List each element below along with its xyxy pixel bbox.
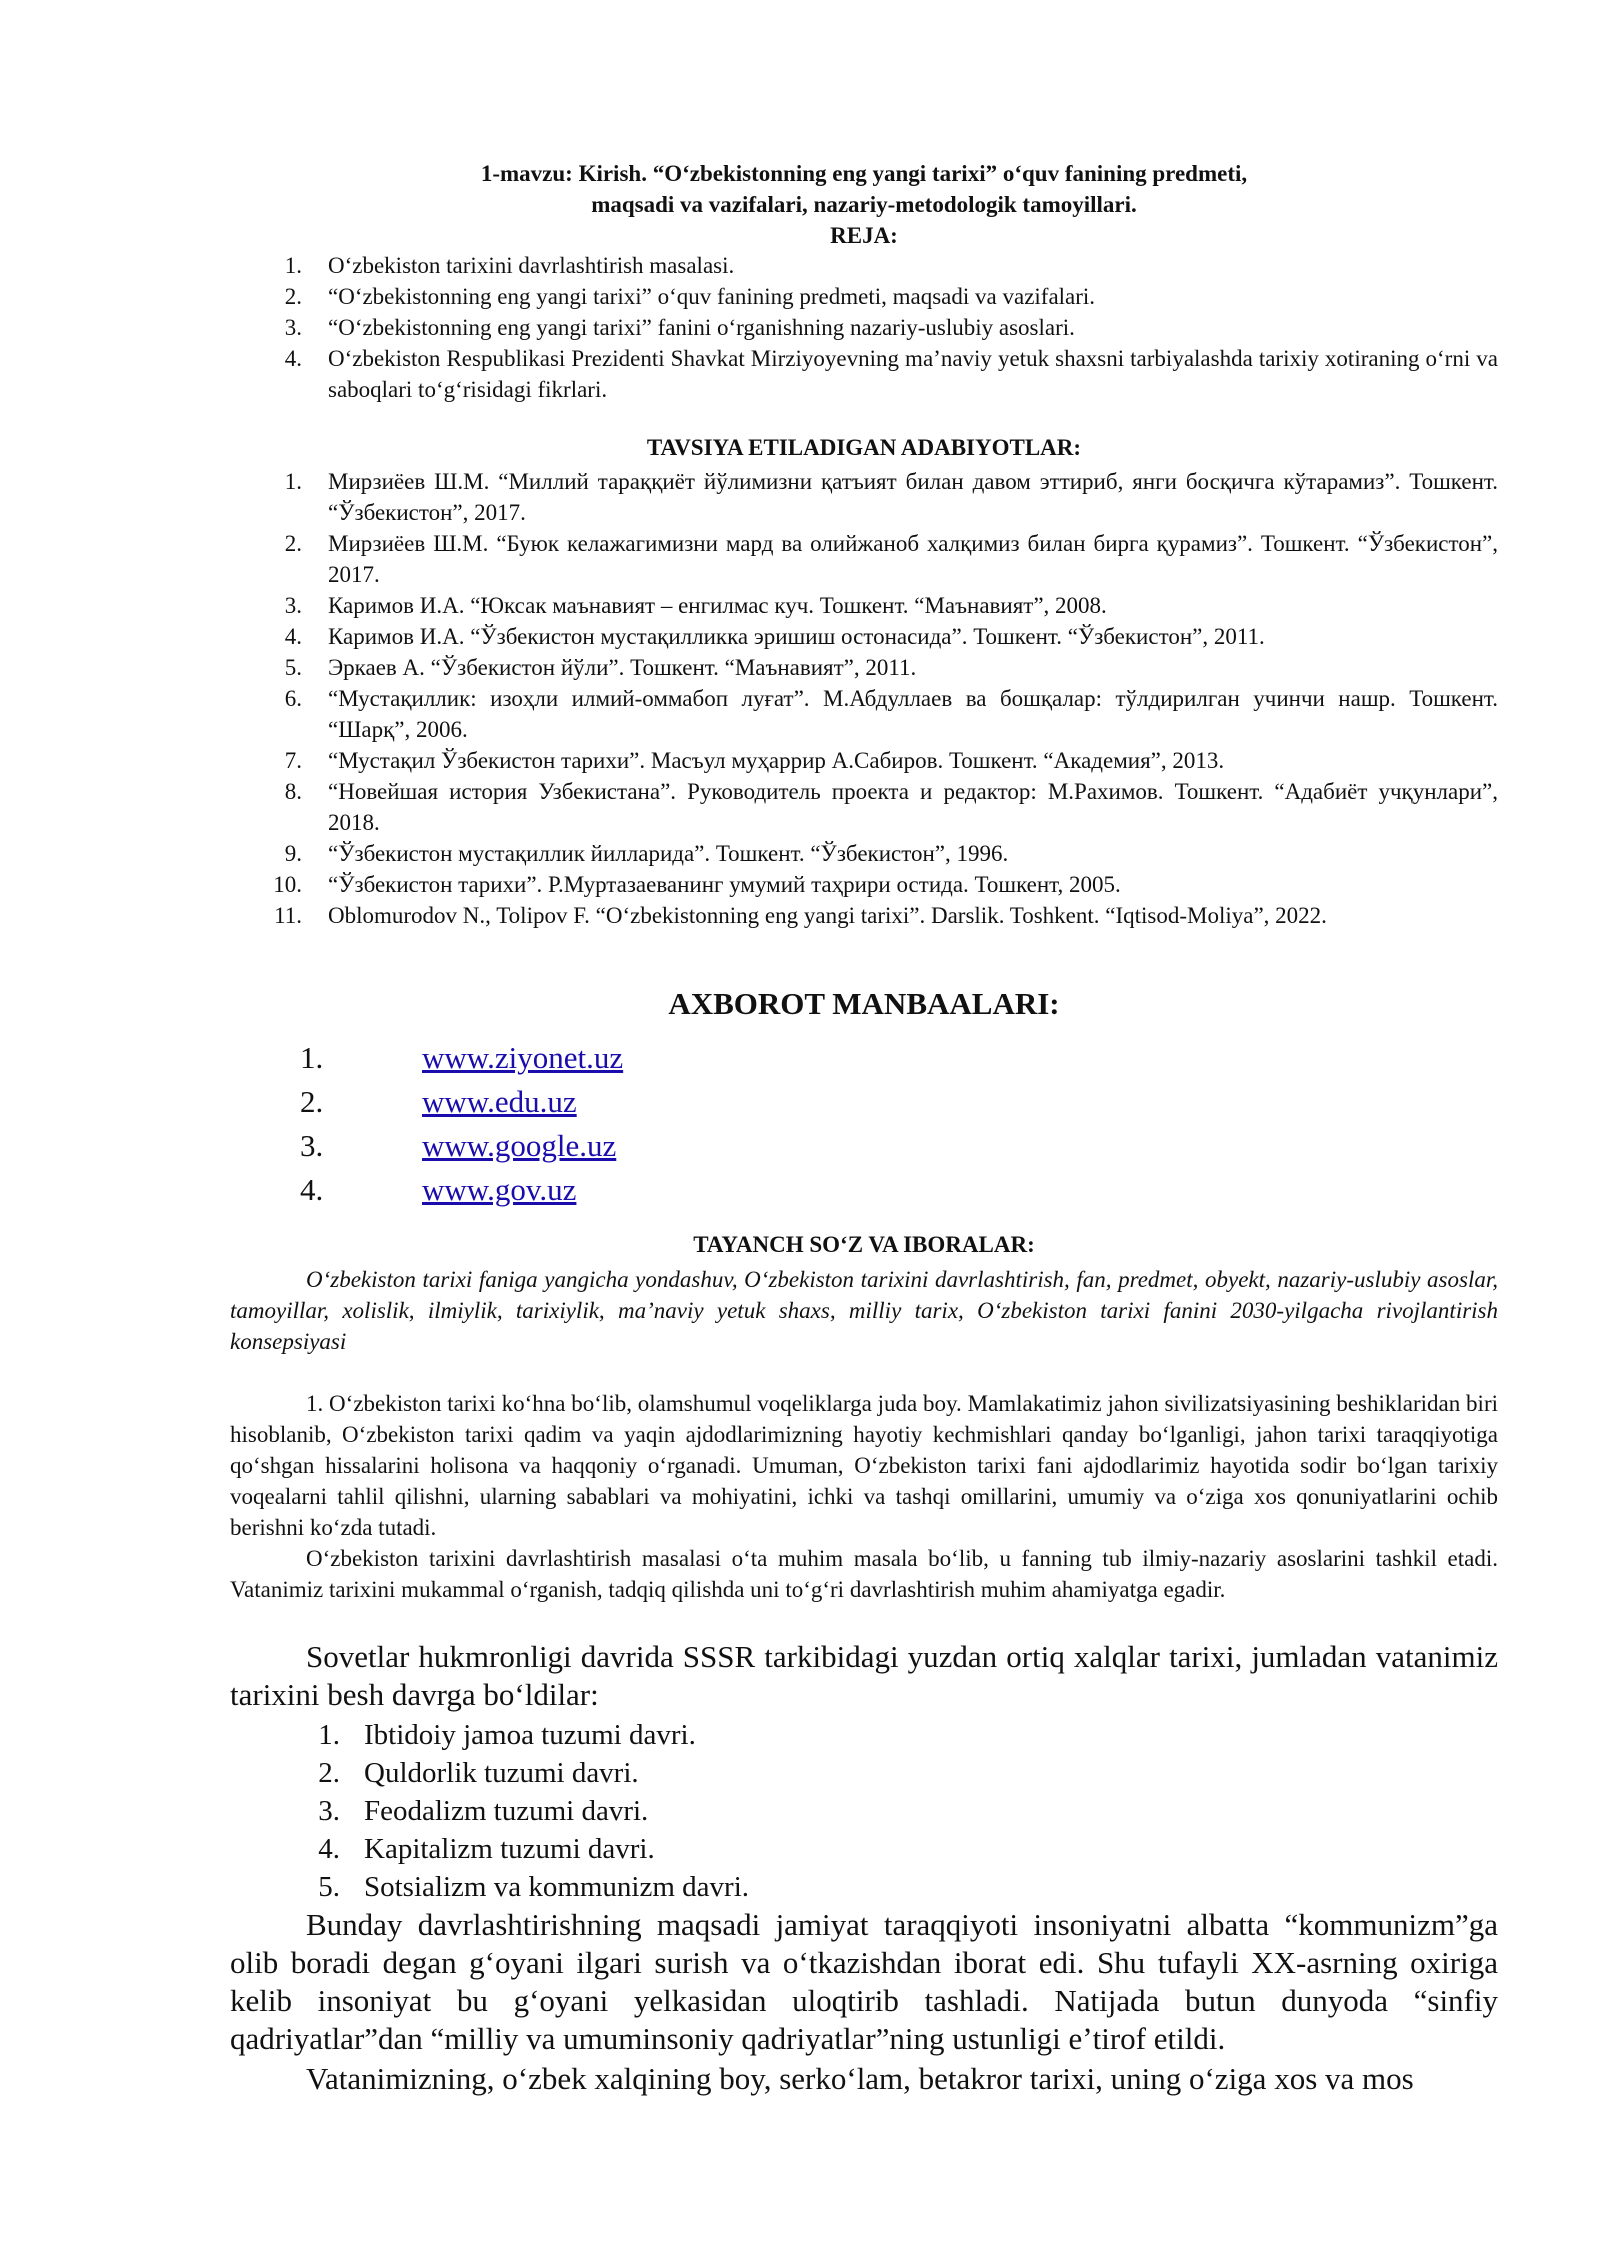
literature-item: 5. Эркаев А. “Ўзбекистон йўли”. Тошкент. “Маънавият”, 2011.	[284, 655, 917, 680]
source-link-edu[interactable]: www.edu.uz	[422, 1084, 577, 1119]
literature-item: 10. “Ўзбекистон тарихи”. Р.Муртазаеванинг умумий таҳрири остида. Тошкент, 2005.	[273, 872, 1121, 897]
title-line-1: 1-mavzu: Kirish. “Oʻzbekistonning eng yangi tarixi” oʻquv fanining predmeti,	[480, 161, 1248, 186]
literature-item: 4. Каримов И.А. “Ўзбекистон мустақилликка эришиш остонасида”. Тошкент. “Ўзбекистон”, 2011.	[284, 624, 1265, 649]
literature-item: 6. “Мустақиллик: изоҳли илмий-оммабоп луғат”. М.Абдуллаев ва бошқалар: тўлдирилган учинчи нашр. Тошкент. “Шарқ”, 2006.	[284, 686, 1498, 742]
literature-item: 9. “Ўзбекистон мустақиллик йилларида”. Тошкент. “Ўзбекистон”, 1996.	[284, 841, 1009, 866]
body-paragraph-2: Oʻzbekiston tarixini davrlashtirish masalasi oʻta muhim masala boʻlib, u fanning tub ilmiy-nazariy asoslarini tashkil etadi. Vatanimiz tarixini mukammal oʻrganish, tadqiq qilishda uni toʻgʻri davrlashtirish muhim ahamiyatga egadir.	[230, 1546, 1498, 1602]
source-link-ziyonet[interactable]: www.ziyonet.uz	[422, 1040, 624, 1075]
keywords-text: Oʻzbekiston tarixi faniga yangicha yondashuv, Oʻzbekiston tarixini davrlashtirish, fan, predmet, obyekt, nazariy-uslubiy asoslar, tamoyillar, xolislik, ilmiylik, tarixiylik, maʼnaviy yetuk shaxs, milliy tarix, Oʻzbekiston tarixi fanini 2030-yilgacha rivojlantirish konsepsiyasi	[230, 1267, 1498, 1354]
body-paragraph-5: Vatanimizning, oʻzbek xalqining boy, serkoʻlam, betakror tarixi, uning oʻziga xos va mos	[306, 2061, 1414, 2096]
source-link-gov[interactable]: www.gov.uz	[422, 1172, 577, 1207]
literature-item: 3. Каримов И.А. “Юксак маънавият – енгилмас куч. Тошкент. “Маънавият”, 2008.	[284, 593, 1107, 618]
body-paragraph-3: Sovetlar hukmronligi davrida SSSR tarkibidagi yuzdan ortiq xalqlar tarixi, jumladan vatanimiz tarixini besh davrga boʻldilar:	[230, 1639, 1498, 1712]
literature-item: 2. Мирзиёев Ш.М. “Буюк келажагимизни мард ва олийжаноб халқимиз билан бирга қурамиз”. Тошкент. “Ўзбекистон”, 2017.	[284, 531, 1498, 587]
document-page: 1-mavzu: Kirish. “Oʻzbekistonning eng yangi tarixi” oʻquv fanining predmeti, maqsadi va vazifalari, nazariy-metodologik tamoyillari. REJA: 1. Oʻzbekiston tarixini davrlashtirish masalasi. 2. “Oʻzbekistonning eng yangi tarixi” oʻquv fanining predmeti, maqsadi va vazifalari. 3. “Oʻzbekistonning eng yangi tarixi” fanini oʻrganishning nazariy-uslubiy asoslari. 4. Oʻzbekiston Respublikasi Prezidenti Shavkat Mirziyoyevning maʼnaviy yetuk shaxsni tarbiyalashda tarixiy xotiraning oʻrni va saboqlari toʻgʻrisidagi fikrlari. TAVSIYA ETILADIGAN ADABIYOTLAR: 1. Мирзиёев Ш.М. “Миллий тараққиёт йўлимизни қатъият билан давом эттириб, янги босқичга кўтарамиз”. Тошкент. “Ўзбекистон”, 2017. 2. Мирзиёев Ш.М. “Буюк келажагимизни мард ва олийжаноб халқимиз билан бирга қурамиз”. Тошкент. “Ўзбекистон”, 2017. 3. Каримов И.А. “Юксак маънавият – енгилмас куч. Тошкент. “Маънавият”, 2008. 4. Каримов И.А. “Ўзбекистон мустақилликка эришиш остонасида”. Тошкент. “Ўзбекистон”, 2011. 5. Эркаев А. “Ўзбекистон йўли”. Тошкент. “Маънавият”, 2011. 6. “Мустақиллик: изоҳли илмий-оммабоп луғат”. М.Абдуллаев ва бошқалар: тўлдирилган учинчи нашр. Тошкент. “Шарқ”, 2006. 7. “Мустақил Ўзбекистон тарихи”. Масъул муҳаррир А.Сабиров. Тошкент. “Академия”, 2013. 8. “Новейшая история Узбекистана”. Руководитель проекта и редактор: М.Рахимов. Тошкент. “Адабиёт учқунлари”, 2018. 9. “Ўзбекистон мустақиллик йилларида”. Тошкент. “Ўзбекистон”, 1996. 10. “Ўзбекистон тарихи”. Р.Муртазаеванинг умумий таҳрири остида. Тошкент, 2005. 11. Oblomurodov N., Tolipov F. “Oʻzbekistonning eng yangi tarixi”. Darslik. Toshkent. “Iqtisod-Moliya”, 2022. AXBOROT MANBAALARI: 1. www.ziyonet.uz 2. www.edu.uz 3. www.google.uz 4. www.gov.uz TAYANCH SOʻZ VA IBORALAR: Oʻzbekiston tarixi faniga yangicha yondashuv, Oʻzbekiston tarixini davrlashtirish, fan, predmet, obyekt, nazariy-uslubiy asoslar, tamoyillar, xolislik, ilmiylik, tarixiylik, maʼnaviy yetuk shaxs, milliy tarix, Oʻzbekiston tarixi fanini 2030-yilgacha rivojlantirish konsepsiyasi 1. Oʻzbekiston tarixi koʻhna boʻlib, olamshumul voqeliklarga juda boy. Mamlakatimiz jahon sivilizatsiyasining beshiklaridan biri hisoblanib, Oʻzbekiston tarixi qadim va yaqin ajdodlarimizning hayotiy kechmishlari qanday boʻlganligi, jahon tarixi taraqqiyotiga qoʻshgan hissalarini holisona va haqqoniy oʻrganadi. Umuman, Oʻzbekiston tarixi fani ajdodlarimiz hayotida sodir boʻlgan tarixiy voqealarni tahlil qilishni, ularning sabablari va mohiyatini, ichki va tashqi omillarini, umumiy va oʻziga xos qonuniyatlarini ochib berishni koʻzda tutadi. Oʻzbekiston tarixini davrlashtirish masalasi oʻta muhim masala boʻlib, u fanning tub ilmiy-nazariy asoslarini tashkil etadi. Vatanimiz tarixini mukammal oʻrganish, tadqiq qilishda uni toʻgʻri davrlashtirish muhim ahamiyatga egadir. Sovetlar hukmronligi davrida SSSR tarkibidagi yuzdan ortiq xalqlar tarixi, jumladan vatanimiz tarixini besh davrga boʻldilar: 1. Ibtidoiy jamoa tuzumi davri. 2. Quldorlik tuzumi davri. 3. Feodalizm tuzumi davri. 4. Kapitalizm tuzumi davri. 5. Sotsializm va kommunizm davri. Bunday davrlashtirishning maqsadi jamiyat taraqqiyoti insoniyatni albatta “kommunizm”ga olib boradi degan gʻoyani ilgari surish va oʻtkazishdan iborat edi. Shu tufayli XX-asrning oxiriga kelib insoniyat bu gʻoyani yelkasidan uloqtirib tashladi. Natijada butun dunyoda “sinfiy qadriyatlar”dan “milliy va umuminsoniy qadriyatlar”ning ustunligi eʼtirof etildi. Vatanimizning, oʻzbek xalqining boy, serkoʻlam, betakror tarixi, uning oʻziga xos va mos	[0, 0, 1600, 2262]
literature-item: 1. Мирзиёев Ш.М. “Миллий тараққиёт йўлимизни қатъият билан давом эттириб, янги босқичга кўтарамиз”. Тошкент. “Ўзбекистон”, 2017.	[284, 469, 1498, 525]
sources-heading: AXBOROT MANBAALARI:	[668, 986, 1060, 1021]
body-paragraph-4: Bunday davrlashtirishning maqsadi jamiyat taraqqiyoti insoniyatni albatta “kommunizm”ga olib boradi degan gʻoyani ilgari surish va oʻtkazishdan iborat edi. Shu tufayli XX-asrning oxiriga kelib insoniyat bu gʻoyani yelkasidan uloqtirib tashladi. Natijada butun dunyoda “sinfiy qadriyatlar”dan “milliy va umuminsoniy qadriyatlar”ning ustunligi eʼtirof etildi.	[230, 1907, 1498, 2056]
keywords-heading: TAYANCH SOʻZ VA IBORALAR:	[693, 1232, 1035, 1257]
literature-item: 7. “Мустақил Ўзбекистон тарихи”. Масъул муҳаррир А.Сабиров. Тошкент. “Академия”, 2013.	[284, 748, 1225, 773]
plan-item: 3. “Oʻzbekistonning eng yangi tarixi” fanini oʻrganishning nazariy-uslubiy asoslari.	[284, 315, 1075, 340]
plan-item: 1. Oʻzbekiston tarixini davrlashtirish masalasi.	[284, 253, 735, 278]
title-line-2: maqsadi va vazifalari, nazariy-metodologik tamoyillari.	[591, 192, 1137, 217]
plan-heading: REJA:	[830, 223, 898, 248]
body-paragraph-1: 1. Oʻzbekiston tarixi koʻhna boʻlib, olamshumul voqeliklarga juda boy. Mamlakatimiz jahon sivilizatsiyasining beshiklaridan biri hisoblanib, Oʻzbekiston tarixi qadim va yaqin ajdodlarimizning hayotiy kechmishlari qanday boʻlganligi, jahon tarixi taraqqiyotiga qoʻshgan hissalarini holisona va haqqoniy oʻrganadi. Umuman, Oʻzbekiston tarixi fani ajdodlarimiz hayotida sodir boʻlgan tarixiy voqealarni tahlil qilishni, ularning sabablari va mohiyatini, ichki va tashqi omillarini, umumiy va oʻziga xos qonuniyatlarini ochib berishni koʻzda tutadi.	[230, 1391, 1498, 1540]
source-link-google[interactable]: www.google.uz	[422, 1128, 617, 1163]
literature-list	[230, 466, 1498, 931]
plan-list	[230, 250, 1498, 405]
plan-item: 2. “Oʻzbekistonning eng yangi tarixi” oʻquv fanining predmeti, maqsadi va vazifalari.	[284, 284, 1096, 309]
literature-heading: TAVSIYA ETILADIGAN ADABIYOTLAR:	[646, 435, 1082, 460]
topic-title	[230, 158, 1498, 251]
plan-item: 4. Oʻzbekiston Respublikasi Prezidenti Shavkat Mirziyoyevning maʼnaviy yetuk shaxsni tarbiyalashda tarixiy xotiraning oʻrni va saboqlari toʻgʻrisidagi fikrlari.	[284, 346, 1498, 402]
literature-item: 11. Oblomurodov N., Tolipov F. “Oʻzbekistonning eng yangi tarixi”. Darslik. Toshkent. “Iqtisod-Moliya”, 2022.	[274, 903, 1327, 928]
literature-item: 8. “Новейшая история Узбекистана”. Руководитель проекта и редактор: М.Рахимов. Тошкент. “Адабиёт учқунлари”, 2018.	[284, 779, 1498, 835]
